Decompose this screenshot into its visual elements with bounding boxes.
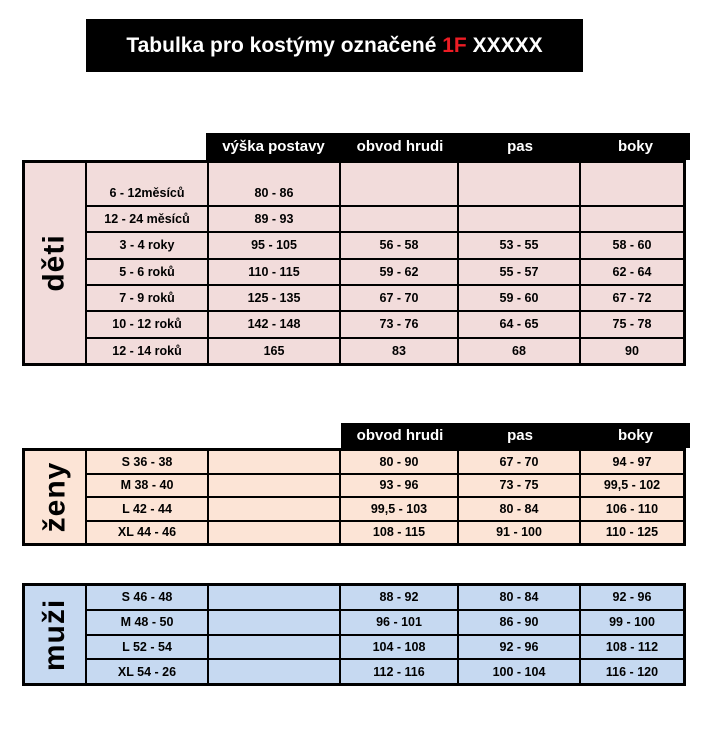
women-header-row (341, 423, 690, 448)
value-cell: 73 - 76 (341, 312, 457, 336)
value-cell: 95 - 105 (209, 233, 339, 257)
value-cell: 90 (581, 339, 683, 363)
value-cell: 55 - 57 (459, 260, 579, 284)
value-cell: 92 - 96 (459, 636, 579, 659)
men-group-cell (25, 586, 85, 683)
value-cell (341, 163, 457, 205)
value-cell: 108 - 112 (581, 636, 683, 659)
value-cell: 89 - 93 (209, 207, 339, 231)
value-cell: 67 - 70 (459, 451, 579, 473)
value-cell: 80 - 90 (341, 451, 457, 473)
value-cell (209, 498, 339, 520)
women-header-chest: obvod hrudi (356, 427, 444, 444)
men-table (22, 583, 686, 686)
value-cell (341, 207, 457, 231)
women-group-label: ženy (38, 461, 72, 533)
title-banner (86, 19, 583, 72)
value-cell (581, 163, 683, 205)
children-group-label: děti (38, 234, 71, 292)
value-cell: 80 - 86 (209, 163, 339, 205)
women-header-hips: boky (617, 427, 653, 444)
value-cell: 67 - 72 (581, 286, 683, 310)
value-cell (459, 163, 579, 205)
size-label-cell: 12 - 14 roků (87, 339, 207, 363)
value-cell: 110 - 125 (581, 522, 683, 544)
value-cell: 62 - 64 (581, 260, 683, 284)
value-cell: 110 - 115 (209, 260, 339, 284)
value-cell (459, 207, 579, 231)
value-cell: 68 (459, 339, 579, 363)
value-cell: 94 - 97 (581, 451, 683, 473)
children-header-height: výška postavy (222, 138, 325, 155)
value-cell: 104 - 108 (341, 636, 457, 659)
children-header-waist: pas (507, 138, 533, 155)
value-cell: 56 - 58 (341, 233, 457, 257)
value-cell (581, 207, 683, 231)
value-cell: 59 - 60 (459, 286, 579, 310)
value-cell: 64 - 65 (459, 312, 579, 336)
size-label-cell: L 42 - 44 (87, 498, 207, 520)
size-label-cell: 7 - 9 roků (87, 286, 207, 310)
women-table (22, 448, 686, 546)
value-cell (209, 586, 339, 609)
size-label-cell: 3 - 4 roky (87, 233, 207, 257)
value-cell: 53 - 55 (459, 233, 579, 257)
children-header-row (206, 133, 690, 160)
size-label-cell: M 48 - 50 (87, 611, 207, 634)
value-cell: 88 - 92 (341, 586, 457, 609)
value-cell: 75 - 78 (581, 312, 683, 336)
value-cell: 83 (341, 339, 457, 363)
value-cell: 91 - 100 (459, 522, 579, 544)
value-cell: 125 - 135 (209, 286, 339, 310)
value-cell (209, 611, 339, 634)
value-cell: 100 - 104 (459, 660, 579, 683)
value-cell: 59 - 62 (341, 260, 457, 284)
value-cell: 108 - 115 (341, 522, 457, 544)
value-cell: 92 - 96 (581, 586, 683, 609)
value-cell: 112 - 116 (341, 660, 457, 683)
title-text-suffix: XXXXX (466, 33, 543, 57)
value-cell: 80 - 84 (459, 498, 579, 520)
size-label-cell: XL 54 - 26 (87, 660, 207, 683)
value-cell: 116 - 120 (581, 660, 683, 683)
size-label-cell: M 38 - 40 (87, 475, 207, 497)
value-cell: 142 - 148 (209, 312, 339, 336)
size-label-cell: 12 - 24 měsíců (87, 207, 207, 231)
size-label-cell: S 36 - 38 (87, 451, 207, 473)
size-label-cell: 6 - 12měsíců (87, 163, 207, 205)
women-group-cell (25, 451, 85, 543)
value-cell: 99 - 100 (581, 611, 683, 634)
value-cell: 99,5 - 103 (341, 498, 457, 520)
value-cell (209, 451, 339, 473)
children-header-hips: boky (617, 138, 653, 155)
children-table (22, 160, 686, 366)
value-cell: 106 - 110 (581, 498, 683, 520)
value-cell: 58 - 60 (581, 233, 683, 257)
children-header-chest: obvod hrudi (356, 138, 444, 155)
size-label-cell: 10 - 12 roků (87, 312, 207, 336)
size-label-cell: 5 - 6 roků (87, 260, 207, 284)
value-cell: 86 - 90 (459, 611, 579, 634)
value-cell: 73 - 75 (459, 475, 579, 497)
size-label-cell: S 46 - 48 (87, 586, 207, 609)
value-cell: 99,5 - 102 (581, 475, 683, 497)
value-cell (209, 475, 339, 497)
title-text-prefix: Tabulka pro kostýmy označené (126, 33, 443, 57)
value-cell (209, 636, 339, 659)
title-highlight: 1F (442, 33, 467, 57)
value-cell: 93 - 96 (341, 475, 457, 497)
value-cell: 80 - 84 (459, 586, 579, 609)
value-cell (209, 522, 339, 544)
value-cell: 67 - 70 (341, 286, 457, 310)
children-group-cell (25, 163, 85, 363)
women-header-waist: pas (507, 427, 533, 444)
value-cell (209, 660, 339, 683)
men-group-label: muži (38, 598, 71, 671)
value-cell: 165 (209, 339, 339, 363)
size-label-cell: XL 44 - 46 (87, 522, 207, 544)
size-label-cell: L 52 - 54 (87, 636, 207, 659)
value-cell: 96 - 101 (341, 611, 457, 634)
